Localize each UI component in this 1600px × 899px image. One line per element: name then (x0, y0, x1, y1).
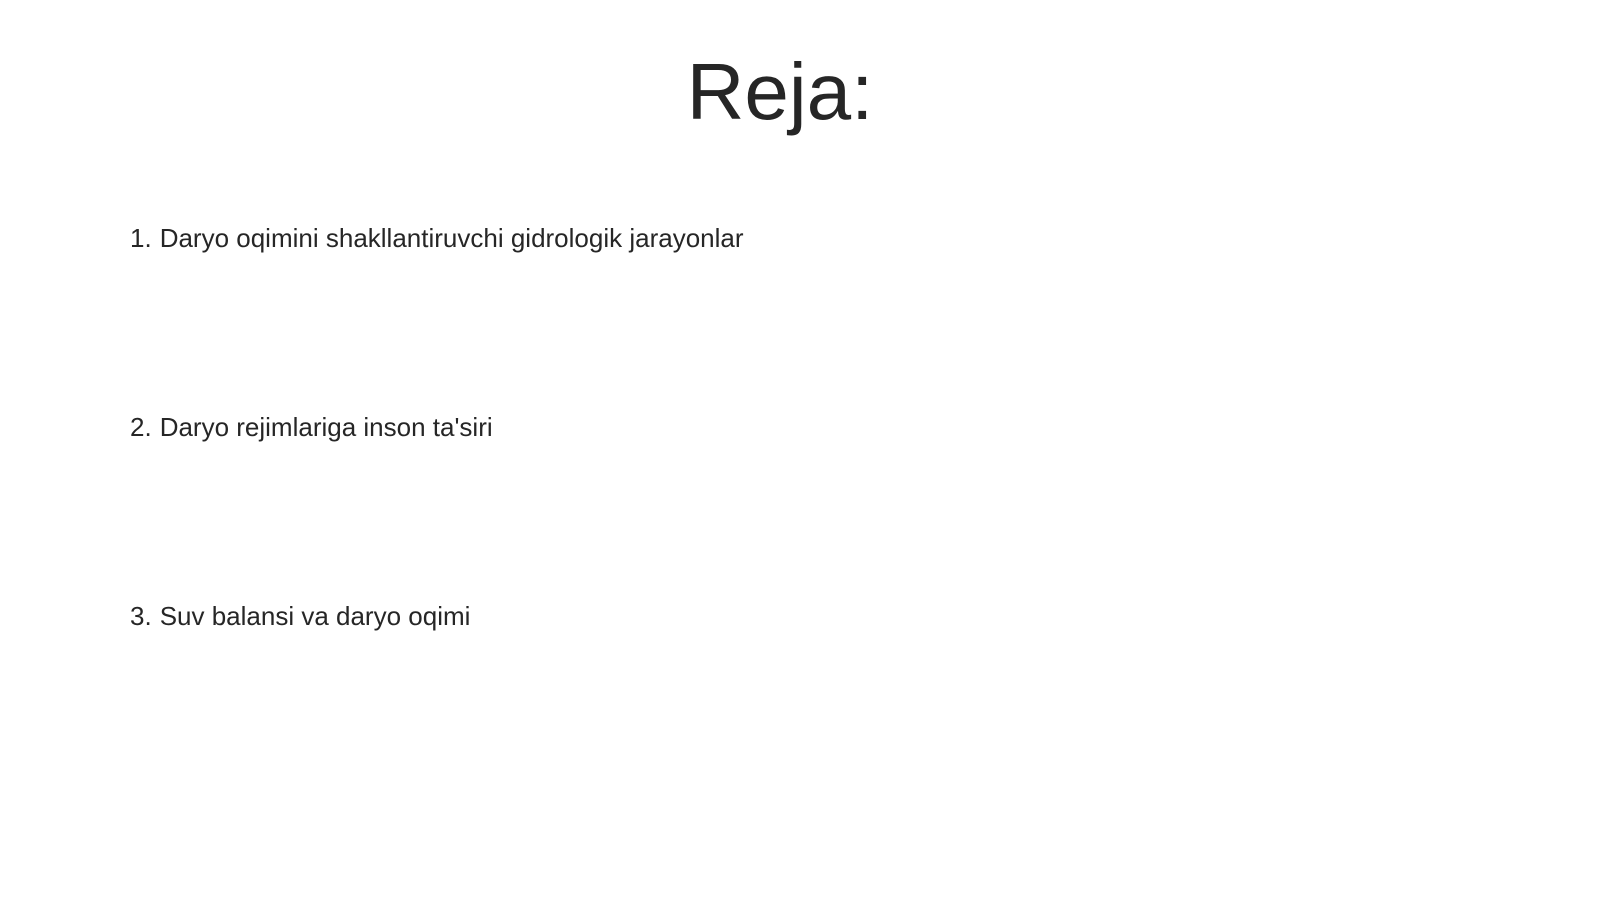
plan-item-number: 2. (130, 412, 152, 442)
plan-item-number: 3. (130, 601, 152, 631)
plan-item-text: Daryo oqimini shakllantiruvchi gidrologik jarayonlar (159, 223, 744, 253)
slide-title (0, 44, 1600, 140)
plan-item-text: Suv balansi va daryo oqimi (159, 601, 471, 631)
plan-item-1 (130, 222, 744, 254)
plan-item-2 (130, 411, 493, 443)
plan-item-3 (130, 600, 470, 632)
plan-item-number: 1. (130, 223, 152, 253)
slide-title-text: Reja: (686, 47, 874, 136)
plan-item-text: Daryo rejimlariga inson ta'siri (159, 412, 493, 442)
